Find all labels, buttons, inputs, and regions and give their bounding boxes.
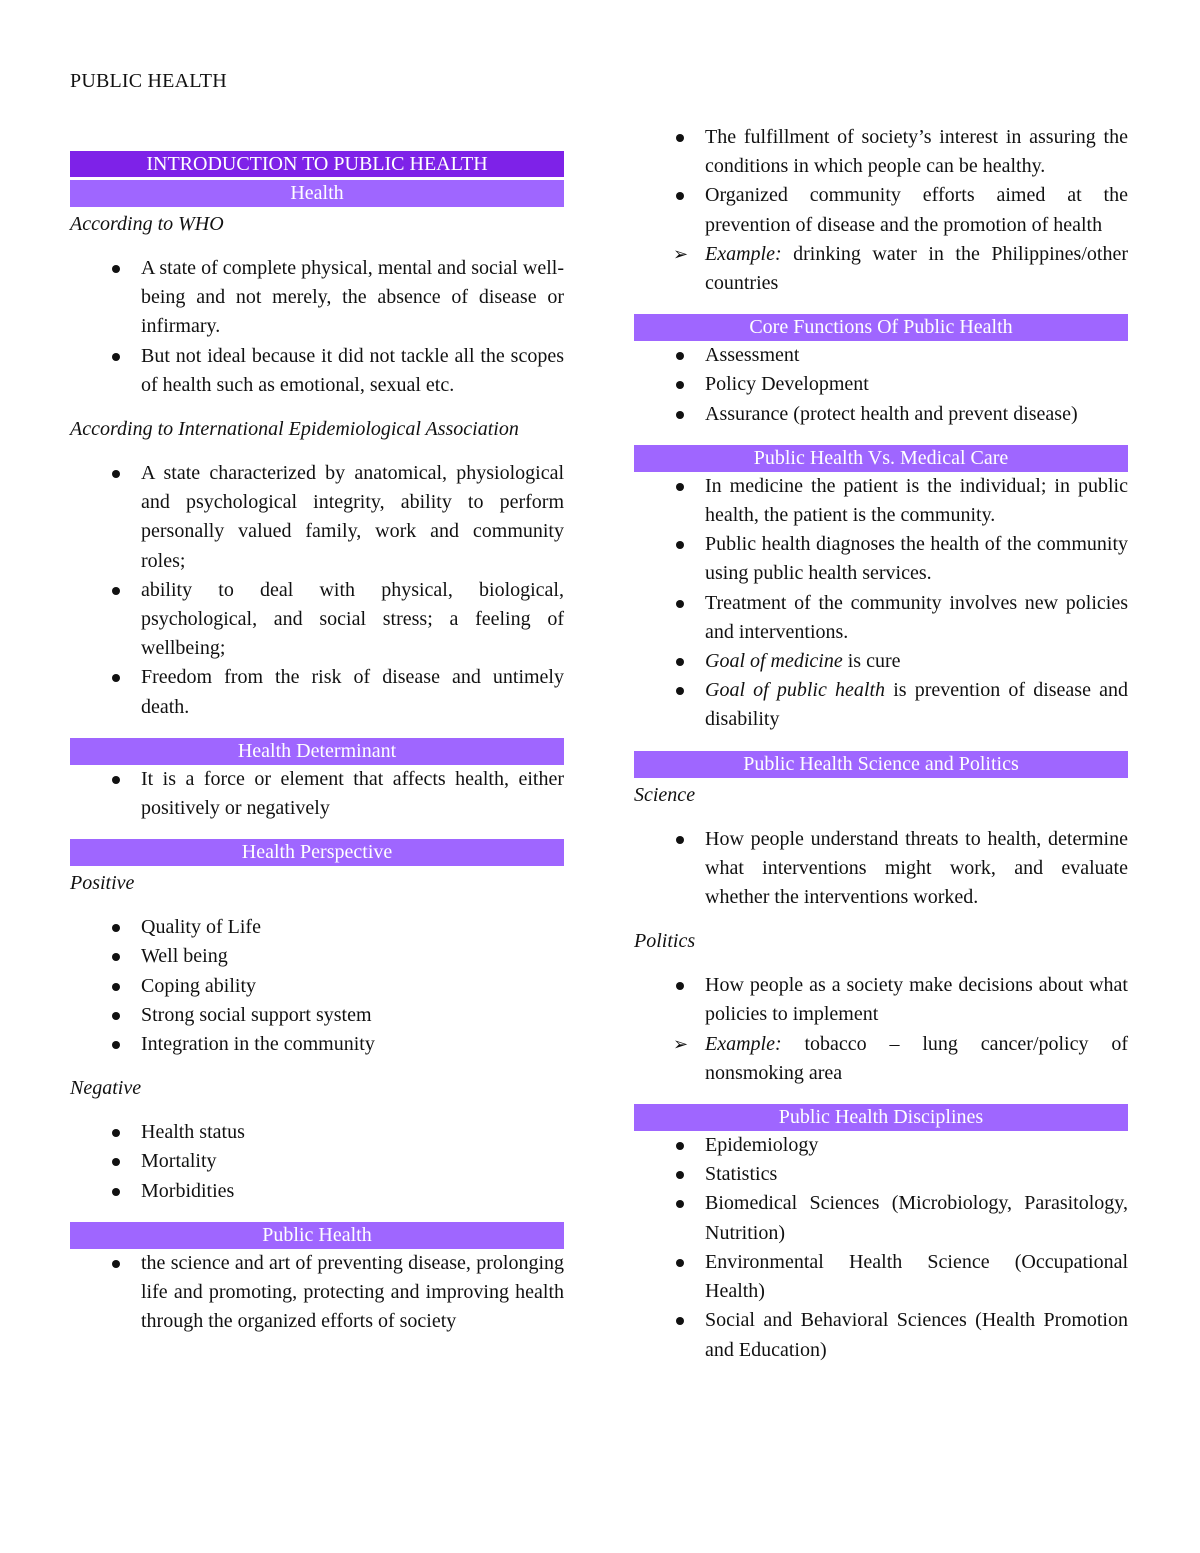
subheading-science: Science — [634, 783, 696, 806]
bullet-icon — [676, 381, 684, 389]
list-item: Social and Behavioral Sciences (Health Promotion and Education) — [634, 1306, 1128, 1364]
bullet-icon — [676, 1200, 684, 1208]
example-drinking-water: ➢ Example: drinking water in the Philippines/other countries — [634, 240, 1128, 298]
list-item: Epidemiology — [634, 1131, 1128, 1160]
list-item: Statistics — [634, 1160, 1128, 1189]
public-health-list — [70, 1249, 564, 1337]
who-list — [70, 254, 564, 400]
list-item: Freedom from the risk of disease and untimely death. — [70, 663, 564, 721]
list-item: Policy Development — [634, 370, 1128, 399]
list-item: Quality of Life — [70, 913, 564, 942]
science-list — [634, 825, 1128, 913]
bullet-icon — [676, 658, 684, 666]
bullet-icon — [676, 836, 684, 844]
subheading-positive: Positive — [70, 872, 135, 895]
list-item: It is a force or element that affects health, either positively or negatively — [70, 765, 564, 823]
subheading-negative: Negative — [70, 1077, 142, 1100]
section-band-health-determinant: Health Determinant — [70, 738, 564, 765]
right-column — [634, 123, 1128, 1365]
list-item: Integration in the community — [70, 1030, 564, 1059]
public-health-continued-list — [634, 123, 1128, 240]
list-item: How people as a society make decisions about what policies to implement — [634, 971, 1128, 1029]
core-functions-list — [634, 341, 1128, 429]
list-item: Morbidities — [70, 1177, 564, 1206]
list-item: But not ideal because it did not tackle all the scopes of health such as emotional, sexual etc. — [70, 342, 564, 400]
iea-list — [70, 459, 564, 722]
bullet-icon — [112, 924, 120, 932]
bullet-icon — [676, 1171, 684, 1179]
section-band-science-and-politics: Public Health Science and Politics — [634, 751, 1128, 778]
subheading-politics: Politics — [634, 930, 696, 953]
list-item: Strong social support system — [70, 1001, 564, 1030]
bullet-icon — [112, 1188, 120, 1196]
section-band-disciplines: Public Health Disciplines — [634, 1104, 1128, 1131]
list-item: Assessment — [634, 341, 1128, 370]
bullet-icon — [112, 470, 120, 478]
bullet-icon — [676, 483, 684, 491]
bullet-icon — [676, 600, 684, 608]
list-item: The fulfillment of society’s interest in assuring the conditions in which people can be healthy. — [634, 123, 1128, 181]
bullet-icon — [676, 1142, 684, 1150]
list-item: Treatment of the community involves new policies and interventions. — [634, 589, 1128, 647]
subheading-iea: According to International Epidemiological Association — [70, 418, 519, 441]
bullet-icon — [112, 983, 120, 991]
bullet-icon — [112, 587, 120, 595]
bullet-icon — [676, 1259, 684, 1267]
bullet-icon — [676, 687, 684, 695]
list-item: Environmental Health Science (Occupational Health) — [634, 1248, 1128, 1306]
bullet-icon — [676, 1317, 684, 1325]
section-band-core-functions: Core Functions Of Public Health — [634, 314, 1128, 341]
list-item: Biomedical Sciences (Microbiology, Parasitology, Nutrition) — [634, 1189, 1128, 1247]
bullet-icon — [112, 1041, 120, 1049]
list-item: Assurance (protect health and prevent disease) — [634, 400, 1128, 429]
bullet-icon — [112, 265, 120, 273]
bullet-icon — [676, 352, 684, 360]
bullet-icon — [112, 1012, 120, 1020]
bullet-icon — [676, 192, 684, 200]
bullet-icon — [112, 674, 120, 682]
bullet-icon — [112, 353, 120, 361]
bullet-icon — [112, 1129, 120, 1137]
politics-list — [634, 971, 1128, 1029]
subheading-who: According to WHO — [70, 213, 224, 235]
list-item: A state characterized by anatomical, physiological and psychological integrity, ability to perform personally valued family, work and community roles; — [70, 459, 564, 576]
arrow-bullet-icon: ➢ — [673, 1033, 689, 1055]
section-band-public-health: Public Health — [70, 1222, 564, 1249]
section-band-health-perspective: Health Perspective — [70, 839, 564, 866]
bullet-icon — [676, 411, 684, 419]
left-column — [70, 151, 564, 1336]
determinant-list — [70, 765, 564, 823]
page-title: PUBLIC HEALTH — [70, 70, 227, 92]
list-item: Goal of medicine is cure — [634, 647, 1128, 676]
negative-list — [70, 1118, 564, 1206]
section-title-introduction: INTRODUCTION TO PUBLIC HEALTH — [70, 151, 564, 177]
list-item: Coping ability — [70, 972, 564, 1001]
section-band-public-health-vs-medical-care: Public Health Vs. Medical Care — [634, 445, 1128, 472]
list-item: In medicine the patient is the individual; in public health, the patient is the community. — [634, 472, 1128, 530]
list-item: ability to deal with physical, biological, psychological, and social stress; a feeling of wellbeing; — [70, 576, 564, 664]
list-item: Health status — [70, 1118, 564, 1147]
section-band-health: Health — [70, 180, 564, 207]
list-item: Well being — [70, 942, 564, 971]
list-item: Public health diagnoses the health of the community using public health services. — [634, 530, 1128, 588]
list-item: the science and art of preventing disease, prolonging life and promoting, protecting and improving health through the organized efforts of society — [70, 1249, 564, 1337]
bullet-icon — [112, 1158, 120, 1166]
disciplines-list — [634, 1131, 1128, 1365]
example-tobacco: ➢ Example: tobacco – lung cancer/policy of nonsmoking area — [634, 1030, 1128, 1088]
list-item: Mortality — [70, 1147, 564, 1176]
bullet-icon — [676, 134, 684, 142]
list-item: How people understand threats to health, determine what interventions might work, and evaluate whether the interventions worked. — [634, 825, 1128, 913]
list-item: Goal of public health is prevention of disease and disability — [634, 676, 1128, 734]
bullet-icon — [676, 982, 684, 990]
bullet-icon — [676, 541, 684, 549]
positive-list — [70, 913, 564, 1059]
list-item: A state of complete physical, mental and social well-being and not merely, the absence of disease or infirmary. — [70, 254, 564, 342]
arrow-bullet-icon: ➢ — [673, 243, 689, 265]
vs-list — [634, 472, 1128, 735]
bullet-icon — [112, 1260, 120, 1268]
list-item: Organized community efforts aimed at the prevention of disease and the promotion of health — [634, 181, 1128, 239]
bullet-icon — [112, 953, 120, 961]
bullet-icon — [112, 776, 120, 784]
